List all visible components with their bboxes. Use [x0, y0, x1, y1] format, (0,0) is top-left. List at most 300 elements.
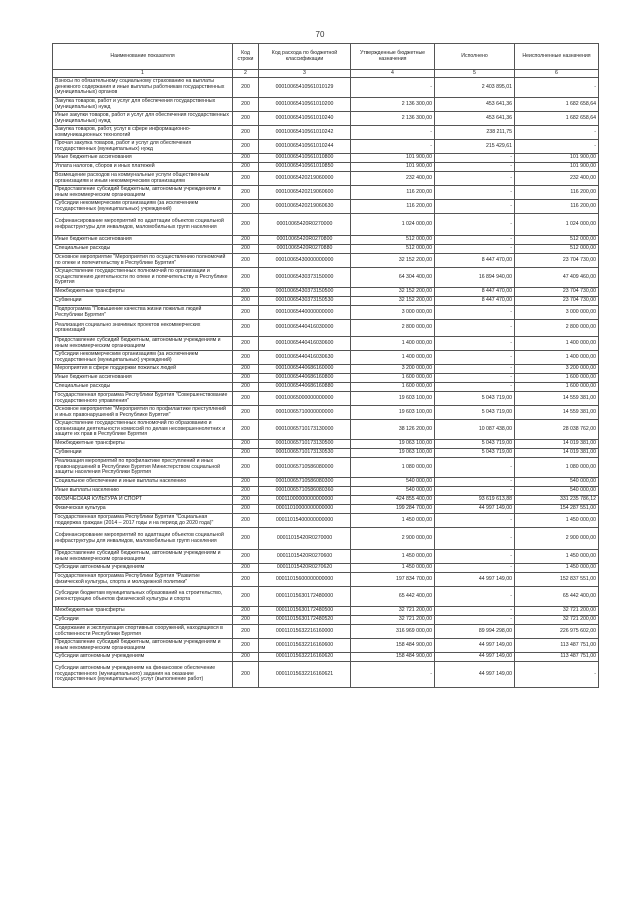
- cell-remaining: 3 200 000,00: [515, 365, 599, 374]
- table-row: [53, 254, 599, 268]
- cell-remaining: 1 600 000,00: [515, 383, 599, 392]
- table-row: [53, 625, 599, 639]
- cell-executed: 8 447 470,00: [435, 297, 515, 306]
- cell-budget-code: 00011015632216160620: [259, 653, 351, 662]
- cell-line-code: 200: [233, 236, 259, 245]
- cell-remaining: 1 450 000,00: [515, 550, 599, 564]
- cell-budget-code: 00010065410561010850: [259, 163, 351, 172]
- cell-budget-code: 00010065440416030600: [259, 337, 351, 351]
- cell-executed: 5 043 719,00: [435, 406, 515, 420]
- table-row: [53, 587, 599, 607]
- cell-executed: -: [435, 320, 515, 337]
- cell-budget-code: 00010065440686160800: [259, 374, 351, 383]
- table-row: [53, 172, 599, 186]
- column-number-row: [53, 70, 599, 78]
- page-number: 70: [315, 30, 325, 39]
- table-row: [53, 528, 599, 550]
- table-row: [53, 392, 599, 406]
- cell-approved: 512 000,00: [351, 236, 435, 245]
- cell-remaining: 23 704 730,00: [515, 254, 599, 268]
- table-row: [53, 186, 599, 200]
- cell-executed: -: [435, 487, 515, 496]
- cell-approved: 38 126 200,00: [351, 420, 435, 440]
- table-row: [53, 288, 599, 297]
- cell-budget-code: 00011015420R0270600: [259, 550, 351, 564]
- cell-budget-code: 00011010000000000000: [259, 505, 351, 514]
- cell-approved: -: [351, 140, 435, 154]
- cell-approved: 32 721 200,00: [351, 607, 435, 616]
- cell-line-code: 200: [233, 392, 259, 406]
- table-row: [53, 374, 599, 383]
- table-row: [53, 365, 599, 374]
- cell-line-code: 200: [233, 268, 259, 288]
- table-row: [53, 245, 599, 254]
- cell-executed: 89 994 298,00: [435, 625, 515, 639]
- table-row: [53, 573, 599, 587]
- cell-remaining: 32 721 200,00: [515, 607, 599, 616]
- cell-approved: 2 900 000,00: [351, 528, 435, 550]
- cell-name: Реализация социально значимых проектов некоммерческих организаций: [53, 320, 233, 337]
- table-row: [53, 514, 599, 528]
- cell-budget-code: 00011015400000000000: [259, 514, 351, 528]
- cell-line-code: 200: [233, 245, 259, 254]
- cell-line-code: 200: [233, 564, 259, 573]
- cell-executed: 453 641,36: [435, 98, 515, 112]
- cell-approved: 19 063 100,00: [351, 440, 435, 449]
- cell-name: Специальные расходы: [53, 383, 233, 392]
- column-number: 4: [351, 70, 435, 78]
- table-row: [53, 140, 599, 154]
- cell-remaining: 1 450 000,00: [515, 514, 599, 528]
- cell-executed: 2 403 895,01: [435, 78, 515, 98]
- table-row: [53, 616, 599, 625]
- cell-budget-code: 00010065410561010129: [259, 78, 351, 98]
- cell-remaining: 3 000 000,00: [515, 306, 599, 320]
- cell-line-code: 200: [233, 297, 259, 306]
- cell-line-code: 200: [233, 496, 259, 505]
- cell-line-code: 200: [233, 163, 259, 172]
- cell-name: Уплата налогов, сборов и иных платежей: [53, 163, 233, 172]
- cell-executed: -: [435, 616, 515, 625]
- cell-approved: 116 200,00: [351, 200, 435, 214]
- cell-budget-code: 00010065410561010240: [259, 112, 351, 126]
- cell-name: Основное мероприятие "Мероприятия по осуществлению полномочий по опеке и попечительству в Республике Бурятия": [53, 254, 233, 268]
- cell-budget-code: 00010065430373150500: [259, 288, 351, 297]
- cell-line-code: 200: [233, 365, 259, 374]
- cell-line-code: 200: [233, 200, 259, 214]
- cell-remaining: 232 400,00: [515, 172, 599, 186]
- cell-name: Предоставление субсидий бюджетным, автономным учреждениям и иным некоммерческим организациям: [53, 337, 233, 351]
- cell-line-code: 200: [233, 653, 259, 662]
- table-row: [53, 487, 599, 496]
- cell-name: Государственная программа Республики Бурятия "Социальная поддержка граждан (2014 – 2017 годы и на период до 2020 года)": [53, 514, 233, 528]
- cell-line-code: 200: [233, 550, 259, 564]
- cell-executed: 215 429,61: [435, 140, 515, 154]
- cell-name: Физическая культура: [53, 505, 233, 514]
- cell-budget-code: 00010065410561010244: [259, 140, 351, 154]
- cell-executed: 44 997 149,00: [435, 573, 515, 587]
- cell-remaining: -: [515, 662, 599, 688]
- cell-line-code: 200: [233, 662, 259, 688]
- cell-line-code: 200: [233, 487, 259, 496]
- cell-approved: 32 152 200,00: [351, 297, 435, 306]
- cell-budget-code: 00010065710173130000: [259, 420, 351, 440]
- cell-remaining: 1 400 000,00: [515, 337, 599, 351]
- cell-name: Субсидии автономным учреждениям: [53, 653, 233, 662]
- cell-budget-code: 00010065420219060630: [259, 200, 351, 214]
- cell-remaining: 1 024 000,00: [515, 214, 599, 236]
- cell-budget-code: 00010065440686160880: [259, 383, 351, 392]
- cell-budget-code: 00010065430000000000: [259, 254, 351, 268]
- cell-executed: -: [435, 383, 515, 392]
- table-row: [53, 200, 599, 214]
- cell-executed: 5 043 719,00: [435, 392, 515, 406]
- cell-approved: 3 200 000,00: [351, 365, 435, 374]
- table-row: [53, 458, 599, 478]
- cell-line-code: 200: [233, 607, 259, 616]
- cell-approved: 32 152 200,00: [351, 288, 435, 297]
- cell-line-code: 200: [233, 172, 259, 186]
- cell-name: Субсидии: [53, 616, 233, 625]
- column-number: 3: [259, 70, 351, 78]
- cell-executed: 238 211,75: [435, 126, 515, 140]
- cell-executed: 44 997 149,00: [435, 662, 515, 688]
- cell-line-code: 200: [233, 214, 259, 236]
- header-line-code: Код строки: [233, 44, 259, 70]
- cell-name: Социальное обеспечение и иные выплаты населению: [53, 478, 233, 487]
- budget-execution-table: [52, 43, 599, 688]
- cell-approved: 1 024 000,00: [351, 214, 435, 236]
- cell-name: Иные бюджетные ассигнования: [53, 236, 233, 245]
- cell-remaining: 331 235 786,12: [515, 496, 599, 505]
- cell-line-code: 200: [233, 288, 259, 297]
- cell-budget-code: 00010065420219060600: [259, 186, 351, 200]
- table-row: [53, 662, 599, 688]
- cell-budget-code: 00010065440416030630: [259, 351, 351, 365]
- cell-budget-code: 00010065710586080360: [259, 487, 351, 496]
- table-row: [53, 78, 599, 98]
- header-executed: Исполнено: [435, 44, 515, 70]
- table-body: [53, 78, 599, 688]
- cell-remaining: 14 019 381,00: [515, 440, 599, 449]
- cell-name: Предоставление субсидий бюджетным, автономным учреждениям и иным некоммерческим организациям: [53, 186, 233, 200]
- cell-approved: 199 284 700,00: [351, 505, 435, 514]
- cell-remaining: 154 287 551,00: [515, 505, 599, 514]
- cell-name: Основное мероприятие "Мероприятия по профилактике преступлений и иных правонарушений в Республике Бурятия": [53, 406, 233, 420]
- cell-line-code: 200: [233, 98, 259, 112]
- cell-remaining: 2 900 000,00: [515, 528, 599, 550]
- cell-name: Иные бюджетные ассигнования: [53, 154, 233, 163]
- cell-line-code: 200: [233, 514, 259, 528]
- cell-approved: 64 304 400,00: [351, 268, 435, 288]
- table-row: [53, 236, 599, 245]
- cell-name: Прочая закупка товаров, работ и услуг для обеспечения государственных (муниципальных) нужд: [53, 140, 233, 154]
- cell-name: ФИЗИЧЕСКАЯ КУЛЬТУРА И СПОРТ: [53, 496, 233, 505]
- table-row: [53, 550, 599, 564]
- table-row: [53, 420, 599, 440]
- table-row: [53, 639, 599, 653]
- cell-executed: -: [435, 374, 515, 383]
- table-row: [53, 440, 599, 449]
- cell-remaining: 540 000,00: [515, 487, 599, 496]
- cell-approved: 1 400 000,00: [351, 337, 435, 351]
- cell-name: Государственная программа Республики Бурятия "Развитие физической культуры, спорта и молодежной политики": [53, 573, 233, 587]
- cell-remaining: 512 000,00: [515, 236, 599, 245]
- header-name: Наименование показателя: [53, 44, 233, 70]
- cell-executed: -: [435, 528, 515, 550]
- cell-executed: -: [435, 214, 515, 236]
- cell-line-code: 200: [233, 154, 259, 163]
- cell-name: Межбюджетные трансферты: [53, 607, 233, 616]
- cell-line-code: 200: [233, 625, 259, 639]
- cell-budget-code: 00010065710000000000: [259, 406, 351, 420]
- cell-approved: 19 063 100,00: [351, 449, 435, 458]
- cell-executed: -: [435, 458, 515, 478]
- table-row: [53, 268, 599, 288]
- cell-approved: 32 152 200,00: [351, 254, 435, 268]
- cell-remaining: 2 800 000,00: [515, 320, 599, 337]
- cell-budget-code: 00011015630172480500: [259, 607, 351, 616]
- cell-approved: 316 969 000,00: [351, 625, 435, 639]
- table-row: [53, 505, 599, 514]
- cell-budget-code: 00011015600000000000: [259, 573, 351, 587]
- cell-name: Субсидии бюджетам муниципальных образований на строительство, реконструкцию объектов физической культуры и спорта: [53, 587, 233, 607]
- cell-name: Осуществление государственных полномочий по образованию и организации деятельности комиссий по делам несовершеннолетних и защите их прав в Республике Бурятия: [53, 420, 233, 440]
- table-row: [53, 496, 599, 505]
- cell-executed: -: [435, 337, 515, 351]
- cell-remaining: 28 038 762,00: [515, 420, 599, 440]
- cell-budget-code: 00011015632216160621: [259, 662, 351, 688]
- table-row: [53, 163, 599, 172]
- cell-remaining: 152 837 551,00: [515, 573, 599, 587]
- cell-remaining: 116 200,00: [515, 200, 599, 214]
- cell-executed: -: [435, 236, 515, 245]
- table-row: [53, 214, 599, 236]
- cell-budget-code: 00011015630172480520: [259, 616, 351, 625]
- cell-approved: 65 442 400,00: [351, 587, 435, 607]
- cell-line-code: 200: [233, 374, 259, 383]
- cell-remaining: 14 559 381,00: [515, 392, 599, 406]
- cell-executed: 8 447 470,00: [435, 288, 515, 297]
- cell-budget-code: 00011000000000000000: [259, 496, 351, 505]
- cell-line-code: 200: [233, 616, 259, 625]
- cell-name: Софинансирование мероприятий по адаптации объектов социальной инфраструктуры для инвалидов, маломобильных групп населения: [53, 214, 233, 236]
- cell-line-code: 200: [233, 528, 259, 550]
- cell-name: Закупка товаров, работ и услуг для обеспечения государственных (муниципальных) нужд: [53, 98, 233, 112]
- cell-approved: 1 450 000,00: [351, 550, 435, 564]
- cell-executed: -: [435, 514, 515, 528]
- cell-budget-code: 00010065410561010800: [259, 154, 351, 163]
- cell-remaining: 1 400 000,00: [515, 351, 599, 365]
- cell-name: Субвенции: [53, 449, 233, 458]
- cell-executed: -: [435, 172, 515, 186]
- cell-name: Осуществление государственных полномочий по организации и осуществлению деятельности по опеке и попечительству в Республике Бурятия: [53, 268, 233, 288]
- cell-remaining: 14 019 381,00: [515, 449, 599, 458]
- cell-budget-code: 00010065410561010200: [259, 98, 351, 112]
- cell-executed: 93 619 613,88: [435, 496, 515, 505]
- cell-approved: 3 000 000,00: [351, 306, 435, 320]
- cell-approved: 158 484 900,00: [351, 639, 435, 653]
- table-row: [53, 320, 599, 337]
- table-row: [53, 449, 599, 458]
- column-number: 5: [435, 70, 515, 78]
- cell-executed: -: [435, 587, 515, 607]
- header-approved: Утвержденные бюджетные назначения: [351, 44, 435, 70]
- cell-executed: -: [435, 163, 515, 172]
- column-number: 1: [53, 70, 233, 78]
- cell-approved: -: [351, 126, 435, 140]
- cell-line-code: 200: [233, 112, 259, 126]
- cell-line-code: 200: [233, 126, 259, 140]
- cell-executed: -: [435, 186, 515, 200]
- cell-executed: -: [435, 478, 515, 487]
- cell-executed: -: [435, 245, 515, 254]
- table-row: [53, 478, 599, 487]
- cell-approved: 1 450 000,00: [351, 564, 435, 573]
- cell-executed: 44 997 149,00: [435, 639, 515, 653]
- cell-line-code: 200: [233, 478, 259, 487]
- table-row: [53, 383, 599, 392]
- cell-line-code: 200: [233, 78, 259, 98]
- cell-line-code: 200: [233, 320, 259, 337]
- cell-budget-code: 00011015420R0270000: [259, 528, 351, 550]
- cell-name: Субсидии некоммерческим организациям (за исключением государственных (муниципальных) учреждений): [53, 200, 233, 214]
- cell-approved: 1 450 000,00: [351, 514, 435, 528]
- cell-approved: 424 855 400,00: [351, 496, 435, 505]
- cell-line-code: 200: [233, 440, 259, 449]
- cell-name: Подпрограмма "Повышение качества жизни пожилых людей Республики Бурятия": [53, 306, 233, 320]
- cell-budget-code: 00010065420R0270000: [259, 214, 351, 236]
- cell-remaining: 32 721 200,00: [515, 616, 599, 625]
- cell-line-code: 200: [233, 639, 259, 653]
- column-number: 2: [233, 70, 259, 78]
- cell-executed: 453 641,36: [435, 112, 515, 126]
- cell-executed: 44 997 149,00: [435, 653, 515, 662]
- cell-budget-code: 00011015632216160000: [259, 625, 351, 639]
- cell-approved: 19 603 100,00: [351, 392, 435, 406]
- cell-approved: 232 400,00: [351, 172, 435, 186]
- cell-line-code: 200: [233, 254, 259, 268]
- cell-line-code: 200: [233, 306, 259, 320]
- cell-budget-code: 00010065710173130500: [259, 440, 351, 449]
- cell-line-code: 200: [233, 573, 259, 587]
- cell-name: Предоставление субсидий бюджетным, автономным учреждениям и иным некоммерческим организациям: [53, 639, 233, 653]
- cell-approved: 1 400 000,00: [351, 351, 435, 365]
- cell-remaining: -: [515, 78, 599, 98]
- cell-remaining: 23 704 730,00: [515, 297, 599, 306]
- cell-name: Специальные расходы: [53, 245, 233, 254]
- cell-approved: 540 000,00: [351, 487, 435, 496]
- table-row: [53, 351, 599, 365]
- cell-remaining: 65 442 400,00: [515, 587, 599, 607]
- cell-executed: -: [435, 564, 515, 573]
- cell-budget-code: 00010065430373150000: [259, 268, 351, 288]
- cell-name: Взносы по обязательному социальному страхованию на выплаты денежного содержания и иные выплаты работникам государственных (муниципальных) органов: [53, 78, 233, 98]
- cell-line-code: 200: [233, 505, 259, 514]
- cell-name: Иные выплаты населению: [53, 487, 233, 496]
- cell-remaining: 101 900,00: [515, 163, 599, 172]
- cell-remaining: 1 682 658,64: [515, 112, 599, 126]
- cell-approved: 1 080 000,00: [351, 458, 435, 478]
- cell-remaining: 1 682 658,64: [515, 98, 599, 112]
- cell-approved: 19 603 100,00: [351, 406, 435, 420]
- cell-name: Субсидии некоммерческим организациям (за исключением государственных (муниципальных) учреждений): [53, 351, 233, 365]
- cell-budget-code: 00010065410561010242: [259, 126, 351, 140]
- cell-budget-code: 00010065420R0270800: [259, 236, 351, 245]
- cell-name: Субсидии автономным учреждениям: [53, 564, 233, 573]
- cell-executed: -: [435, 607, 515, 616]
- table-row: [53, 154, 599, 163]
- cell-budget-code: 00011015632216160600: [259, 639, 351, 653]
- table-row: [53, 653, 599, 662]
- cell-remaining: 1 450 000,00: [515, 564, 599, 573]
- table-header-row: [53, 44, 599, 70]
- table-row: [53, 607, 599, 616]
- column-number: 6: [515, 70, 599, 78]
- cell-name: Реализация мероприятий по профилактике преступлений и иных правонарушений в Республике Бурятия Министерством социальной защиты населения Республики Бурятия: [53, 458, 233, 478]
- cell-name: Субсидии автономным учреждениям на финансовое обеспечение государственного (муниципального) задания на оказание государственных (муниципальных) услуг (выполнение работ): [53, 662, 233, 688]
- cell-remaining: 540 000,00: [515, 478, 599, 487]
- cell-budget-code: 00010065440000000000: [259, 306, 351, 320]
- cell-remaining: 47 409 460,00: [515, 268, 599, 288]
- cell-remaining: 226 975 602,00: [515, 625, 599, 639]
- cell-name: Содержание и эксплуатация спортивных сооружений, находящихся в собственности Республики Бурятия: [53, 625, 233, 639]
- cell-name: Государственная программа Республики Бурятия "Совершенствование государственного управления": [53, 392, 233, 406]
- cell-approved: 540 000,00: [351, 478, 435, 487]
- cell-line-code: 200: [233, 458, 259, 478]
- cell-name: Предоставление субсидий бюджетным, автономным учреждениям и иным некоммерческим организациям: [53, 550, 233, 564]
- cell-executed: -: [435, 365, 515, 374]
- cell-remaining: 14 559 381,00: [515, 406, 599, 420]
- cell-approved: 2 800 000,00: [351, 320, 435, 337]
- cell-budget-code: 00010065430373150530: [259, 297, 351, 306]
- cell-line-code: 200: [233, 406, 259, 420]
- cell-remaining: 512 000,00: [515, 245, 599, 254]
- cell-approved: -: [351, 78, 435, 98]
- cell-name: Закупка товаров, работ, услуг в сфере информационно-коммуникационных технологий: [53, 126, 233, 140]
- cell-approved: 116 200,00: [351, 186, 435, 200]
- cell-approved: 197 834 700,00: [351, 573, 435, 587]
- cell-remaining: -: [515, 140, 599, 154]
- cell-name: Иные закупки товаров, работ и услуг для обеспечения государственных (муниципальных) нужд: [53, 112, 233, 126]
- cell-line-code: 200: [233, 420, 259, 440]
- cell-line-code: 200: [233, 351, 259, 365]
- cell-remaining: -: [515, 126, 599, 140]
- cell-executed: 5 043 719,00: [435, 449, 515, 458]
- cell-approved: 1 600 000,00: [351, 374, 435, 383]
- cell-remaining: 113 487 751,00: [515, 639, 599, 653]
- cell-name: Межбюджетные трансферты: [53, 440, 233, 449]
- cell-budget-code: 00010065710586080300: [259, 478, 351, 487]
- cell-budget-code: 00010065710586080000: [259, 458, 351, 478]
- cell-executed: 16 894 940,00: [435, 268, 515, 288]
- cell-executed: 8 447 470,00: [435, 254, 515, 268]
- cell-name: Возмещение расходов на коммунальные услуги общественным организациям и иным некоммерческим организациям: [53, 172, 233, 186]
- cell-budget-code: 00010065440416030000: [259, 320, 351, 337]
- cell-approved: 32 721 200,00: [351, 616, 435, 625]
- table-row: [53, 126, 599, 140]
- cell-executed: -: [435, 306, 515, 320]
- cell-executed: -: [435, 154, 515, 163]
- cell-line-code: 200: [233, 383, 259, 392]
- table-row: [53, 112, 599, 126]
- table-row: [53, 406, 599, 420]
- cell-approved: 158 484 900,00: [351, 653, 435, 662]
- cell-budget-code: 00010065440686160000: [259, 365, 351, 374]
- cell-remaining: 1 080 000,00: [515, 458, 599, 478]
- table-row: [53, 306, 599, 320]
- table-row: [53, 297, 599, 306]
